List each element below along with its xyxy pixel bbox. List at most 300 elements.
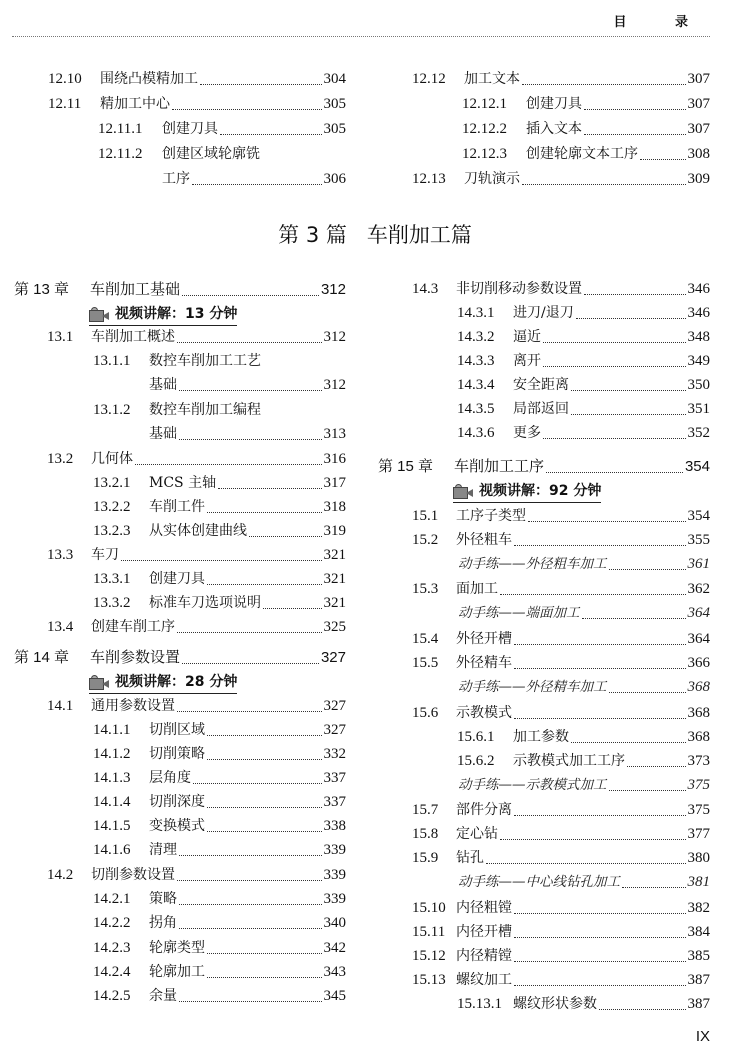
toc-title: 示教模式	[456, 705, 512, 721]
toc-page: 327	[320, 649, 346, 666]
toc-title: 创建区域轮廓铣	[162, 146, 260, 162]
toc-title: 动手练——示教模式加工	[458, 777, 607, 793]
toc-entry[interactable]	[14, 719, 346, 741]
dot-leader	[135, 464, 322, 465]
toc-entry[interactable]	[378, 422, 710, 444]
toc-page: 318	[323, 499, 346, 515]
toc-number: 14.1.5	[93, 818, 131, 834]
toc-number: 13.3.1	[93, 571, 131, 587]
toc-entry[interactable]	[14, 961, 346, 983]
toc-page: 354	[684, 458, 710, 475]
toc-page: 345	[323, 988, 346, 1004]
toc-entry[interactable]	[14, 448, 346, 470]
toc-title: 动手练——中心线钻孔加工	[458, 874, 620, 890]
toc-title: 更多	[513, 425, 541, 441]
toc-page: 346	[687, 305, 710, 321]
toc-entry[interactable]	[378, 823, 710, 845]
toc-chapter-entry[interactable]	[378, 456, 710, 478]
dot-leader	[179, 928, 322, 929]
toc-number: 12.12	[412, 71, 446, 87]
dot-leader	[522, 184, 686, 185]
toc-title: 通用参数设置	[91, 698, 175, 714]
toc-number: 13.2.1	[93, 475, 131, 491]
toc-title: 切削参数设置	[91, 867, 175, 883]
dot-leader	[609, 692, 686, 693]
toc-number: 15.8	[412, 826, 439, 842]
toc-page: 312	[323, 329, 346, 345]
dot-leader	[193, 783, 322, 784]
dot-leader	[486, 863, 686, 864]
toc-page: 319	[323, 523, 346, 539]
toc-number: 14.3.2	[457, 329, 495, 345]
toc-number: 13.2.2	[93, 499, 131, 515]
toc-number: 12.12.1	[462, 96, 507, 112]
toc-entry[interactable]	[378, 726, 710, 748]
toc-title: 几何体	[91, 451, 133, 467]
toc-title: 螺纹加工	[456, 972, 512, 988]
toc-page: 327	[323, 722, 346, 738]
toc-page: 350	[687, 377, 710, 393]
toc-entry[interactable]	[378, 302, 710, 324]
toc-title: 围绕凸模精加工	[100, 71, 198, 87]
dot-leader	[514, 718, 686, 719]
toc-title: 工序	[162, 171, 190, 187]
toc-title: 创建刀具	[162, 121, 218, 137]
toc-title: 内径精镗	[456, 948, 512, 964]
toc-page: 313	[323, 426, 346, 442]
toc-entry[interactable]	[378, 921, 710, 943]
toc-page: 339	[323, 891, 346, 907]
toc-entry[interactable]	[14, 815, 346, 837]
toc-number: 14.3.1	[457, 305, 495, 321]
toc-page: 316	[323, 451, 346, 467]
toc-number: 15.1	[412, 508, 439, 524]
toc-number: 15.2	[412, 532, 439, 548]
dot-leader	[584, 134, 686, 135]
toc-page: 312	[320, 281, 346, 298]
toc-number: 第 15 章	[378, 458, 434, 475]
dot-leader	[584, 294, 686, 295]
toc-entry[interactable]	[14, 767, 346, 789]
toc-page: 377	[687, 826, 710, 842]
toc-title: 面加工	[456, 581, 498, 597]
video-camera-icon	[89, 307, 109, 321]
toc-title: 工序子类型	[456, 508, 526, 524]
toc-number: 14.2	[47, 867, 74, 883]
toc-page: 385	[687, 948, 710, 964]
toc-entry[interactable]	[14, 695, 346, 717]
toc-entry[interactable]	[14, 888, 346, 910]
toc-practice-entry[interactable]	[378, 602, 710, 624]
dot-leader	[249, 536, 322, 537]
dot-leader	[207, 759, 322, 760]
toc-title: MCS 主轴	[149, 475, 217, 491]
toc-number: 14.2.2	[93, 915, 131, 931]
toc-title: 轮廓加工	[149, 964, 205, 980]
toc-practice-entry[interactable]	[378, 774, 710, 796]
toc-page: 339	[323, 842, 346, 858]
dot-leader	[622, 887, 686, 888]
toc-page: 304	[323, 71, 346, 87]
toc-entry[interactable]	[14, 864, 346, 886]
toc-number: 14.1.3	[93, 770, 131, 786]
toc-page: 361	[687, 556, 710, 572]
dot-leader	[263, 608, 322, 609]
toc-entry[interactable]	[14, 350, 346, 372]
video-lecture-label: 视频讲解：92 分钟	[479, 483, 602, 499]
toc-title: 清理	[149, 842, 177, 858]
toc-entry[interactable]	[14, 374, 346, 396]
dot-leader	[177, 880, 322, 881]
toc-entry[interactable]	[378, 969, 710, 991]
toc-number: 第 14 章	[14, 649, 70, 666]
page-number: IX	[695, 1028, 710, 1045]
toc-entry[interactable]	[378, 652, 710, 674]
dot-leader	[514, 961, 686, 962]
toc-title: 加工参数	[513, 729, 569, 745]
toc-page: 368	[687, 705, 710, 721]
toc-number: 13.1	[47, 329, 74, 345]
toc-title: 基础	[149, 426, 177, 442]
video-lecture-label: 视频讲解：13 分钟	[115, 306, 238, 322]
video-lecture-link[interactable]	[453, 480, 601, 503]
toc-page: 321	[323, 595, 346, 611]
toc-page: 375	[687, 802, 710, 818]
toc-number: 14.3.6	[457, 425, 495, 441]
video-lecture-link[interactable]	[89, 671, 237, 694]
toc-page: 308	[687, 146, 710, 162]
toc-entry[interactable]	[14, 839, 346, 861]
toc-title: 车刀	[91, 547, 119, 563]
toc-entry[interactable]	[378, 398, 710, 420]
dot-leader	[207, 977, 322, 978]
toc-title: 动手练——外径精车加工	[458, 679, 607, 695]
part-title	[0, 219, 750, 249]
toc-title: 精加工中心	[100, 96, 170, 112]
toc-title: 插入文本	[526, 121, 582, 137]
toc-entry[interactable]	[378, 993, 710, 1015]
toc-page: 306	[323, 171, 346, 187]
toc-entry[interactable]	[378, 374, 710, 396]
toc-number: 15.4	[412, 631, 439, 647]
toc-title: 刀轨演示	[464, 171, 520, 187]
toc-page: 305	[323, 96, 346, 112]
toc-entry[interactable]	[378, 628, 710, 650]
toc-entry[interactable]	[378, 702, 710, 724]
toc-number: 13.2	[47, 451, 74, 467]
toc-entry[interactable]	[378, 799, 710, 821]
dot-leader	[177, 632, 322, 633]
dot-leader	[218, 488, 321, 489]
toc-entry[interactable]	[14, 912, 346, 934]
toc-entry[interactable]	[378, 578, 710, 600]
dot-leader	[584, 109, 686, 110]
toc-entry[interactable]	[48, 93, 346, 115]
dot-leader	[172, 109, 322, 110]
toc-page: 342	[323, 940, 346, 956]
toc-entry[interactable]	[378, 350, 710, 372]
toc-entry[interactable]	[14, 496, 346, 518]
toc-page: 380	[687, 850, 710, 866]
dot-leader	[179, 904, 322, 905]
dot-leader	[627, 766, 686, 767]
part-name: 车削加工篇	[366, 223, 472, 247]
toc-title: 螺纹形状参数	[513, 996, 597, 1012]
dot-leader	[207, 831, 322, 832]
dot-leader	[609, 790, 686, 791]
toc-number: 14.2.4	[93, 964, 131, 980]
toc-entry[interactable]	[48, 168, 346, 190]
toc-page: 327	[323, 698, 346, 714]
video-camera-icon	[453, 484, 473, 498]
toc-page: 332	[323, 746, 346, 762]
toc-page: 352	[687, 425, 710, 441]
dot-leader	[522, 84, 686, 85]
toc-title: 内径开槽	[456, 924, 512, 940]
toc-page: 307	[687, 71, 710, 87]
toc-entry[interactable]	[14, 326, 346, 348]
toc-entry[interactable]	[14, 592, 346, 614]
toc-entry[interactable]	[14, 399, 346, 421]
toc-page: 354	[687, 508, 710, 524]
dot-leader	[207, 584, 322, 585]
dot-leader	[582, 618, 686, 619]
dot-leader	[179, 1001, 322, 1002]
toc-page: 351	[687, 401, 710, 417]
toc-title: 拐角	[149, 915, 177, 931]
dot-leader	[121, 560, 322, 561]
toc-number: 14.3.3	[457, 353, 495, 369]
toc-entry[interactable]	[14, 568, 346, 590]
dot-leader	[179, 855, 322, 856]
toc-number: 14.3.4	[457, 377, 495, 393]
toc-practice-entry[interactable]	[378, 871, 710, 893]
video-lecture-label: 视频讲解：28 分钟	[115, 674, 238, 690]
toc-title: 数控车削加工编程	[149, 402, 261, 418]
toc-entry[interactable]	[14, 472, 346, 494]
toc-entry[interactable]	[378, 750, 710, 772]
video-camera-icon	[89, 675, 109, 689]
toc-title: 加工文本	[464, 71, 520, 87]
dot-leader	[514, 985, 686, 986]
toc-title: 定心钻	[456, 826, 498, 842]
toc-number: 14.1.1	[93, 722, 131, 738]
toc-title: 切削区域	[149, 722, 205, 738]
dot-leader	[546, 472, 683, 473]
dot-leader	[543, 438, 686, 439]
toc-title: 创建刀具	[526, 96, 582, 112]
dot-leader	[543, 366, 686, 367]
toc-title: 创建车削工序	[91, 619, 175, 635]
toc-entry[interactable]	[378, 505, 710, 527]
dot-leader	[514, 937, 686, 938]
toc-page: 346	[687, 281, 710, 297]
toc-number: 15.6.1	[457, 729, 495, 745]
toc-entry[interactable]	[412, 168, 710, 190]
dot-leader	[528, 521, 686, 522]
toc-title: 离开	[513, 353, 541, 369]
toc-title: 变换模式	[149, 818, 205, 834]
toc-page: 368	[687, 679, 710, 695]
toc-entry[interactable]	[412, 93, 710, 115]
dot-leader	[220, 134, 322, 135]
toc-number: 12.12.2	[462, 121, 507, 137]
toc-entry[interactable]	[14, 544, 346, 566]
toc-entry[interactable]	[378, 529, 710, 551]
toc-title: 示教模式加工工序	[513, 753, 625, 769]
toc-page: 337	[323, 794, 346, 810]
toc-number: 14.2.1	[93, 891, 131, 907]
toc-page: 349	[687, 353, 710, 369]
toc-number: 15.13	[412, 972, 446, 988]
toc-page: 381	[687, 874, 710, 890]
header-title: 目 录	[613, 15, 710, 30]
toc-number: 14.2.5	[93, 988, 131, 1004]
toc-entry[interactable]	[14, 743, 346, 765]
toc-entry[interactable]	[14, 520, 346, 542]
toc-number: 12.11.2	[98, 146, 143, 162]
toc-number: 14.3.5	[457, 401, 495, 417]
video-lecture-link[interactable]	[89, 303, 237, 326]
toc-page: 362	[687, 581, 710, 597]
toc-number: 14.1.2	[93, 746, 131, 762]
toc-number: 15.7	[412, 802, 439, 818]
toc-title: 从实体创建曲线	[149, 523, 247, 539]
toc-title: 余量	[149, 988, 177, 1004]
toc-number: 12.11	[48, 96, 82, 112]
toc-entry[interactable]	[48, 118, 346, 140]
toc-page: 387	[687, 996, 710, 1012]
toc-number: 14.3	[412, 281, 439, 297]
toc-number: 14.1.4	[93, 794, 131, 810]
dot-leader	[571, 390, 686, 391]
toc-title: 切削深度	[149, 794, 205, 810]
dot-leader	[179, 439, 322, 440]
toc-page: 340	[323, 915, 346, 931]
toc-page: 312	[323, 377, 346, 393]
toc-title: 钻孔	[456, 850, 484, 866]
toc-page: 317	[323, 475, 346, 491]
toc-entry[interactable]	[14, 937, 346, 959]
toc-title: 逼近	[513, 329, 541, 345]
dot-leader	[640, 159, 686, 160]
dot-leader	[177, 342, 322, 343]
toc-number: 12.13	[412, 171, 446, 187]
toc-title: 非切削移动参数设置	[456, 281, 582, 297]
toc-number: 第 13 章	[14, 281, 70, 298]
toc-page: 309	[687, 171, 710, 187]
toc-title: 轮廓类型	[149, 940, 205, 956]
toc-number: 15.6	[412, 705, 439, 721]
toc-practice-entry[interactable]	[378, 553, 710, 575]
toc-number: 13.1.1	[93, 353, 131, 369]
toc-number: 13.3	[47, 547, 74, 563]
toc-title: 外径开槽	[456, 631, 512, 647]
toc-entry[interactable]	[412, 68, 710, 90]
toc-title: 车削参数设置	[90, 649, 181, 666]
toc-page: 343	[323, 964, 346, 980]
toc-number: 12.12.3	[462, 146, 507, 162]
toc-entry[interactable]	[14, 616, 346, 638]
dot-leader	[207, 735, 322, 736]
toc-entry[interactable]	[378, 326, 710, 348]
toc-title: 内径粗镗	[456, 900, 512, 916]
toc-entry[interactable]	[412, 143, 710, 165]
toc-title: 部件分离	[456, 802, 512, 818]
toc-chapter-entry[interactable]	[14, 279, 346, 301]
toc-practice-entry[interactable]	[378, 676, 710, 698]
toc-entry[interactable]	[378, 945, 710, 967]
dot-leader	[514, 913, 686, 914]
toc-title: 切削策略	[149, 746, 205, 762]
toc-number: 15.5	[412, 655, 439, 671]
dot-leader	[207, 512, 322, 513]
toc-title: 车削加工工序	[454, 458, 545, 475]
toc-page: 366	[687, 655, 710, 671]
dot-leader	[514, 545, 686, 546]
page-header	[12, 0, 710, 37]
toc-entry[interactable]	[378, 847, 710, 869]
toc-number: 15.13.1	[457, 996, 502, 1012]
toc-page: 355	[687, 532, 710, 548]
part-label: 第 3 篇	[278, 223, 347, 247]
toc-entry[interactable]	[48, 143, 346, 165]
dot-leader	[207, 807, 322, 808]
toc-entry[interactable]	[14, 985, 346, 1007]
dot-leader	[571, 414, 686, 415]
toc-title: 车削加工基础	[90, 281, 181, 298]
dot-leader	[500, 839, 686, 840]
toc-entry[interactable]	[14, 423, 346, 445]
toc-number: 12.10	[48, 71, 82, 87]
toc-page: 373	[687, 753, 710, 769]
toc-page: 368	[687, 729, 710, 745]
toc-title: 进刀/退刀	[513, 305, 574, 321]
toc-entry[interactable]	[412, 118, 710, 140]
dot-leader	[576, 318, 686, 319]
toc-number: 15.9	[412, 850, 439, 866]
toc-page: 305	[323, 121, 346, 137]
toc-page: 338	[323, 818, 346, 834]
toc-title: 动手练——端面加工	[458, 605, 580, 621]
toc-title: 基础	[149, 377, 177, 393]
toc-entry[interactable]	[378, 897, 710, 919]
toc-number: 12.11.1	[98, 121, 143, 137]
dot-leader	[182, 663, 319, 664]
toc-title: 创建轮廓文本工序	[526, 146, 638, 162]
toc-number: 15.11	[412, 924, 446, 940]
toc-chapter-entry[interactable]	[14, 647, 346, 669]
toc-number: 13.2.3	[93, 523, 131, 539]
toc-page: 325	[323, 619, 346, 635]
dot-leader	[609, 569, 686, 570]
toc-page: 364	[687, 631, 710, 647]
dot-leader	[571, 742, 686, 743]
toc-title: 标准车刀选项说明	[149, 595, 261, 611]
toc-entry[interactable]	[48, 68, 346, 90]
toc-title: 动手练——外径粗车加工	[458, 556, 607, 572]
dot-leader	[200, 84, 322, 85]
toc-number: 15.6.2	[457, 753, 495, 769]
toc-entry[interactable]	[378, 278, 710, 300]
toc-number: 15.10	[412, 900, 446, 916]
toc-entry[interactable]	[14, 791, 346, 813]
toc-title: 策略	[149, 891, 177, 907]
toc-page: 307	[687, 121, 710, 137]
dot-leader	[543, 342, 686, 343]
toc-number: 13.1.2	[93, 402, 131, 418]
toc-number: 14.2.3	[93, 940, 131, 956]
